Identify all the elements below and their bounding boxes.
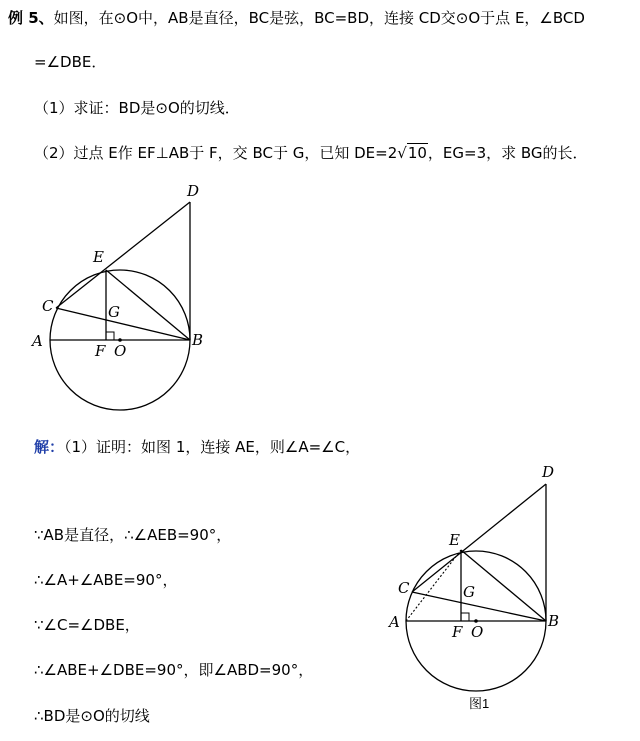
sqrt-radicand: 10 bbox=[407, 144, 427, 162]
fig2-label-g: G bbox=[463, 583, 475, 601]
problem-line-1 bbox=[8, 8, 585, 28]
sqrt-expression: √10 bbox=[397, 144, 427, 162]
fig2-label-c: C bbox=[398, 579, 410, 597]
figure-caption: 图1 bbox=[469, 696, 490, 711]
solution-figure bbox=[380, 455, 580, 717]
label-f: F bbox=[95, 342, 106, 360]
fig2-label-b: B bbox=[548, 612, 560, 630]
question-2-prefix: （2）过点 E作 EF⊥AB于 F，交 BC于 G，已知 DE=2 bbox=[34, 144, 398, 162]
problem-line-2: =∠DBE． bbox=[34, 53, 107, 71]
question-1: （1）求证：BD是⊙O的切线． bbox=[34, 99, 240, 117]
label-d: D bbox=[187, 182, 200, 200]
solution-line-1 bbox=[34, 437, 360, 457]
fig2-label-f: F bbox=[452, 623, 463, 641]
question-2-suffix: ，EG=3，求 BG的长． bbox=[427, 144, 588, 162]
solution-step-4: ∴∠ABE+∠DBE=90°，即∠ABD=90°， bbox=[34, 661, 314, 679]
label-a: A bbox=[32, 332, 43, 350]
label-g: G bbox=[108, 303, 120, 321]
fig2-label-a: A bbox=[389, 613, 400, 631]
solution-step-3: ∵∠C=∠DBE， bbox=[34, 616, 140, 634]
fig2-label-d: D bbox=[542, 463, 555, 481]
solution-text-1: （1）证明：如图 1，连接 AE，则∠A=∠C， bbox=[64, 438, 361, 456]
label-o: O bbox=[114, 342, 127, 360]
solution-label: 解： bbox=[34, 438, 65, 456]
problem-label: 例 5、 bbox=[8, 9, 54, 27]
label-b: B bbox=[192, 331, 204, 349]
label-e: E bbox=[93, 248, 104, 266]
solution-step-5: ∴BD是⊙O的切线 bbox=[34, 707, 150, 725]
fig2-label-o: O bbox=[471, 623, 484, 641]
fig2-label-e: E bbox=[449, 531, 460, 549]
problem-text-1: 如图，在⊙O中，AB是直径，BC是弦，BC=BD，连接 CD交⊙O于点 E，∠BCD bbox=[53, 9, 585, 27]
solution-step-1: ∵AB是直径，∴∠AEB=90°， bbox=[34, 526, 232, 544]
question-2 bbox=[34, 143, 588, 163]
label-c: C bbox=[42, 297, 54, 315]
solution-step-2: ∴∠A+∠ABE=90°， bbox=[34, 571, 178, 589]
problem-figure bbox=[25, 176, 225, 421]
